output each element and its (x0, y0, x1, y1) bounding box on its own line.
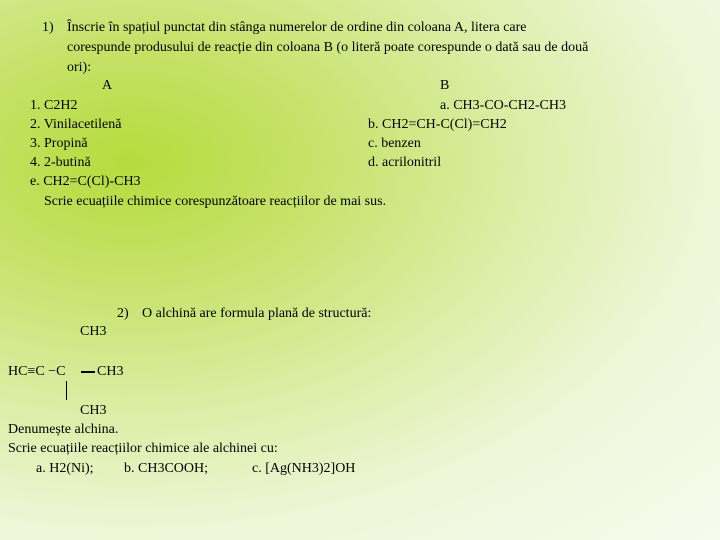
structure-top-group: CH3 (80, 324, 107, 339)
structure-chain-left: HC≡C −C (8, 364, 66, 379)
question-1-number: 1) (42, 20, 54, 35)
question-1-text-line-2: corespunde produsului de reacție din coloana B (o literă poate corespunde o dată sau de două (67, 40, 589, 55)
column-b-item: c. benzen (368, 136, 421, 151)
reagent-item: a. H2(Ni); (36, 461, 94, 476)
column-a-item: 3. Propină (30, 136, 88, 151)
reagent-item: b. CH3COOH; (124, 461, 209, 476)
column-a-item: 2. Vinilacetilenă (30, 117, 122, 132)
column-a-header: A (102, 78, 113, 93)
column-a-item: 4. 2-butină (30, 155, 91, 170)
reactions-prompt: Scrie ecuațiile reacțiilor chimice ale alchinei cu: (8, 441, 278, 456)
column-a-item: 1. C2H2 (30, 98, 78, 113)
reagent-item: c. [Ag(NH3)2]OH (252, 461, 356, 476)
question-2-text: O alchină are formula plană de structură: (142, 306, 372, 321)
question-1-instruction: Scrie ecuațiile chimice corespunzătoare reacțiilor de mai sus. (44, 194, 387, 209)
question-2-number: 2) (117, 306, 129, 321)
name-prompt: Denumește alchina. (8, 422, 119, 437)
vertical-bond (66, 381, 67, 400)
question-1-text-line-1: Înscrie în spațiul punctat din stânga numerelor de ordine din coloana A, litera care (67, 20, 527, 35)
column-b-item: d. acrilonitril (368, 155, 442, 170)
structure-chain-right: CH3 (97, 364, 124, 379)
structure-bottom-group: CH3 (80, 403, 107, 418)
column-b-header: B (440, 78, 450, 93)
column-b-item: a. CH3-CO-CH2-CH3 (440, 98, 566, 113)
column-b-item: b. CH2=CH-C(Cl)=CH2 (368, 117, 507, 132)
column-a-item: e. CH2=C(Cl)-CH3 (30, 174, 141, 189)
horizontal-bond (81, 371, 95, 373)
question-1-text-line-3: ori): (67, 60, 92, 75)
